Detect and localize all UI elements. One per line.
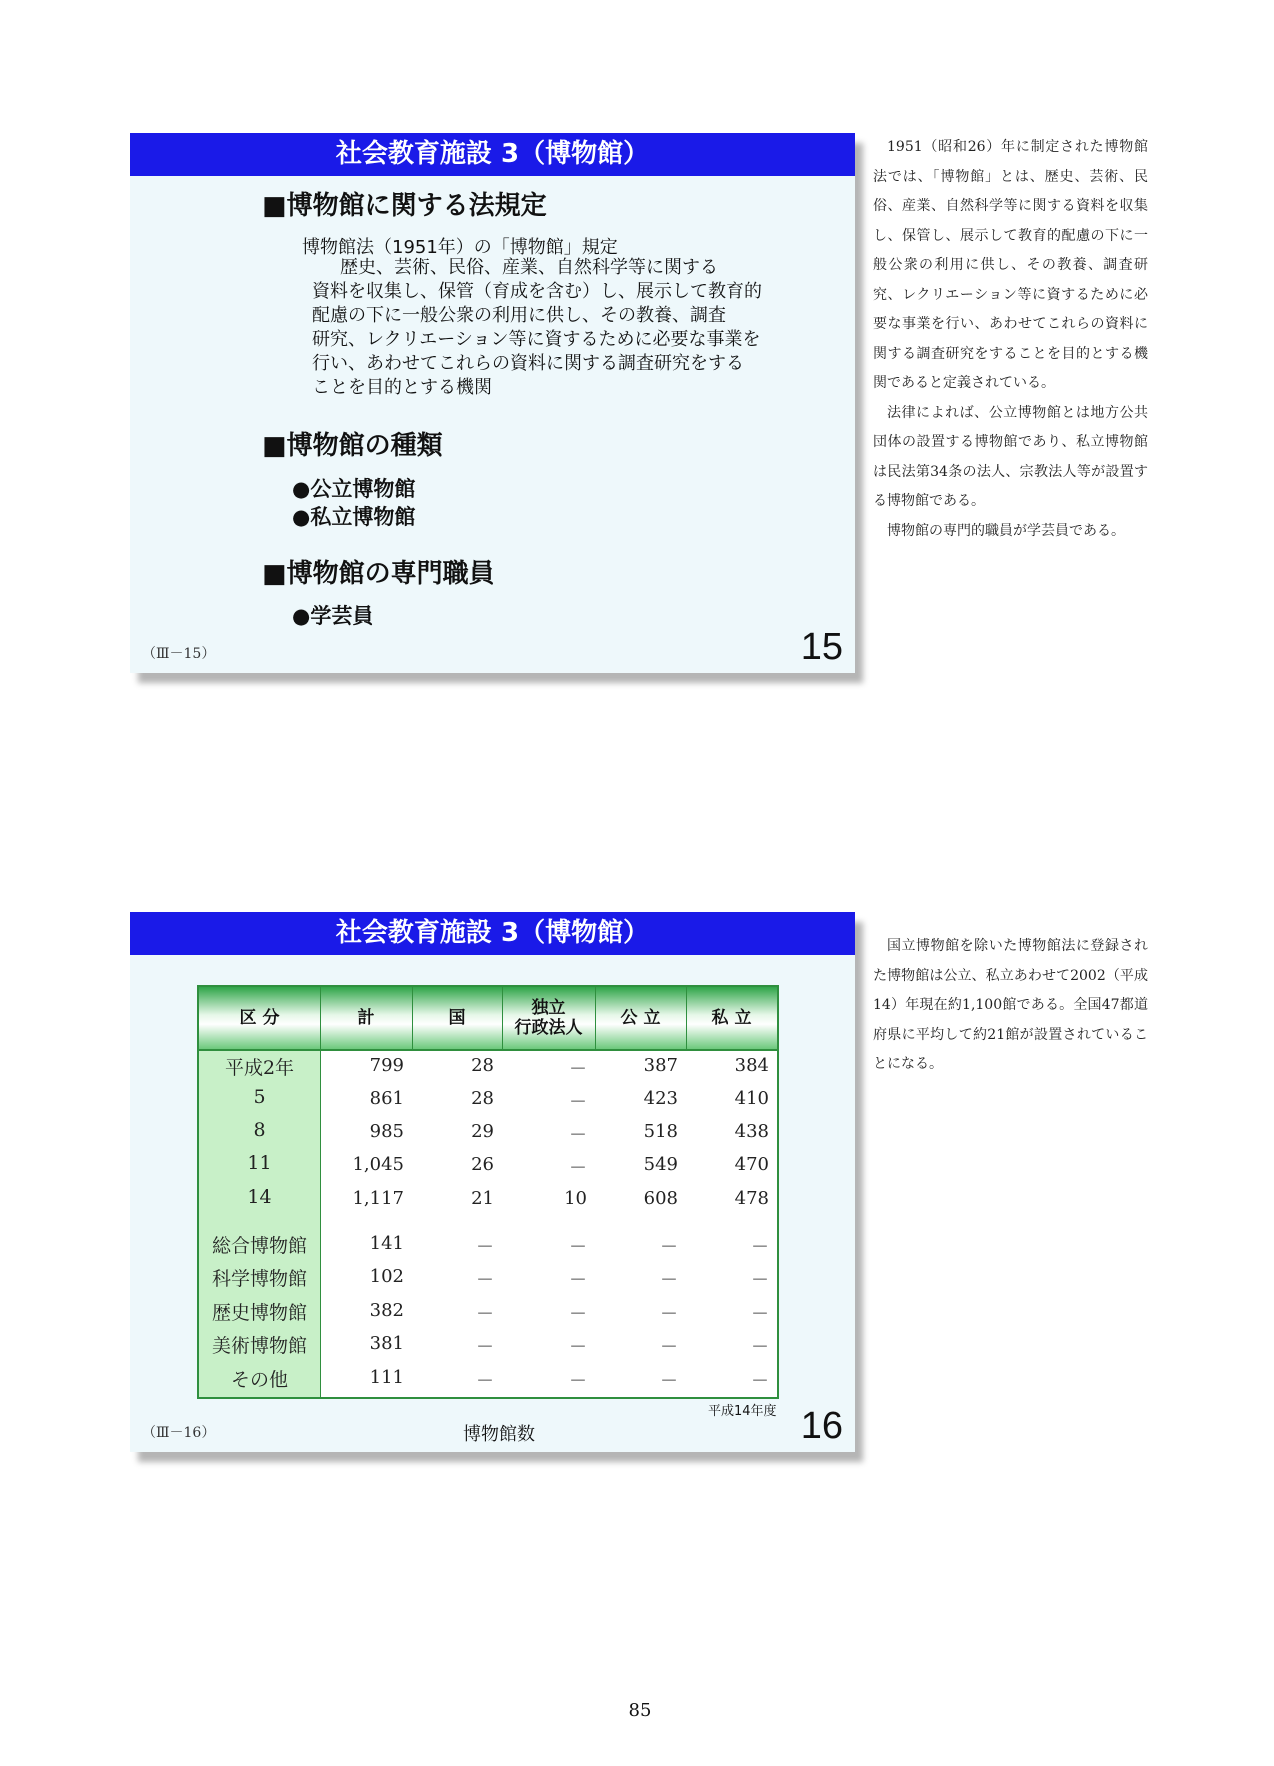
table-cell: 111	[369, 1367, 404, 1388]
header-independent: 独立 行政法人	[514, 998, 583, 1038]
table-cell: －	[569, 1304, 587, 1325]
row-label: 美術博物館	[211, 1335, 307, 1357]
table-cell: －	[751, 1304, 769, 1325]
bullet-private: ●私立博物館	[292, 505, 416, 529]
page-number: 85	[628, 1700, 652, 1721]
table-cell: 861	[369, 1088, 404, 1109]
note-paragraph: 法律によれば、公立博物館とは地方公共団体の設置する博物館であり、私立博物館は民法第34条の法人、宗教法人等が設置する博物館である。	[873, 404, 1148, 509]
law-line: 配慮の下に一般公衆の利用に供し、その教養、調査	[312, 305, 726, 326]
side-note-15	[873, 133, 1148, 546]
table-cell: －	[751, 1337, 769, 1358]
header-public: 公 立	[620, 1008, 661, 1028]
row-label: その他	[230, 1369, 288, 1391]
header-total: 計	[357, 1008, 375, 1028]
header-category: 区 分	[239, 1008, 280, 1028]
law-line: 行い、あわせてこれらの資料に関する調査研究をする	[312, 353, 744, 374]
table-cell: 28	[471, 1088, 494, 1109]
law-line: 歴史、芸術、民俗、産業、自然科学等に関する	[340, 257, 718, 278]
table-cell: 518	[643, 1121, 678, 1142]
row-label: 平成2年	[224, 1057, 295, 1079]
side-note-16	[873, 932, 1148, 1080]
heading-staff: ■博物館の専門職員	[262, 559, 495, 589]
table-cell: －	[660, 1371, 678, 1392]
table-cell: －	[569, 1337, 587, 1358]
table-cell: 102	[369, 1266, 404, 1287]
year-note: 平成14年度	[708, 1404, 777, 1419]
table-cell: －	[660, 1304, 678, 1325]
row-label: 8	[253, 1119, 266, 1141]
table-header	[199, 987, 777, 1051]
table-cell: －	[569, 1371, 587, 1392]
note-paragraph: 国立博物館を除いた博物館法に登録された博物館は公立、私立あわせて2002（平成14）年現在約1,100館である。全国47都道府県に平均して約21館が設置されていることになる。	[873, 938, 1148, 1072]
slide-number: 16	[800, 1405, 843, 1447]
table-cell: －	[476, 1237, 494, 1258]
table-cell: －	[569, 1237, 587, 1258]
heading-types: ■博物館の種類	[262, 431, 443, 461]
table-cell: 470	[734, 1154, 769, 1175]
table-cell: －	[476, 1337, 494, 1358]
law-line: 資料を収集し、保管（育成を含む）し、展示して教育的	[312, 281, 762, 302]
table-cell: －	[569, 1270, 587, 1291]
table-cell: －	[660, 1237, 678, 1258]
row-label: 11	[247, 1152, 272, 1174]
table-cell: －	[660, 1337, 678, 1358]
table-cell: 28	[471, 1055, 494, 1076]
table-cell: －	[476, 1304, 494, 1325]
museum-count-table	[197, 985, 779, 1399]
row-label: 歴史博物館	[211, 1302, 307, 1324]
table-cell: 382	[369, 1300, 404, 1321]
slide-title: 社会教育施設 3（博物館）	[130, 133, 855, 176]
slide-number: 15	[800, 626, 843, 668]
slide-ref: （Ⅲ－16）	[142, 1425, 216, 1441]
table-cell: 29	[471, 1121, 494, 1142]
table-cell: －	[660, 1270, 678, 1291]
header-private: 私 立	[711, 1008, 752, 1028]
row-label: 5	[253, 1086, 266, 1108]
table-cell: 1,045	[352, 1154, 404, 1175]
table-cell: 21	[471, 1188, 494, 1209]
table-cell: －	[751, 1270, 769, 1291]
row-label: 総合博物館	[211, 1235, 307, 1257]
bullet-public: ●公立博物館	[292, 477, 416, 501]
table-cell: －	[751, 1371, 769, 1392]
table-cell: 26	[471, 1154, 494, 1175]
table-cell: 423	[643, 1088, 678, 1109]
law-text	[312, 256, 782, 400]
note-paragraph: 博物館の専門的職員が学芸員である。	[887, 522, 1125, 539]
table-cell: －	[569, 1125, 587, 1146]
table-cell: 799	[369, 1055, 404, 1076]
slide-title: 社会教育施設 3（博物館）	[130, 912, 855, 955]
row-label: 科学博物館	[211, 1268, 307, 1290]
table-cell: 141	[369, 1233, 404, 1254]
table-cell: 384	[734, 1055, 769, 1076]
table-cell: －	[569, 1092, 587, 1113]
law-line: 研究、レクリエーション等に資するために必要な事業を	[312, 329, 761, 350]
table-cell: －	[569, 1158, 587, 1179]
table-cell: －	[476, 1371, 494, 1392]
table-cell: 549	[643, 1154, 678, 1175]
table-cell: 387	[643, 1055, 678, 1076]
table-caption: 博物館数	[463, 1424, 535, 1445]
table-cell: 985	[369, 1121, 404, 1142]
table-cell: 478	[734, 1188, 769, 1209]
table-cell: 608	[643, 1188, 678, 1209]
slide-ref: （Ⅲ－15）	[142, 646, 216, 662]
bullet-curator: ●学芸員	[292, 604, 374, 628]
header-national: 国	[448, 1008, 466, 1028]
table-cell: 410	[734, 1088, 769, 1109]
slide-16	[130, 912, 855, 1452]
law-title: 博物館法（1951年）の「博物館」規定	[302, 237, 618, 258]
heading-law: ■博物館に関する法規定	[262, 191, 547, 221]
law-line: ことを目的とする機関	[312, 377, 492, 398]
table-cell: －	[569, 1059, 587, 1080]
table-cell: 438	[734, 1121, 769, 1142]
table-cell: 10	[564, 1188, 587, 1209]
slide-15	[130, 133, 855, 673]
table-cell: 381	[369, 1333, 404, 1354]
table-cell: －	[751, 1237, 769, 1258]
note-paragraph: 1951（昭和26）年に制定された博物館法では、「博物館」とは、歴史、芸術、民俗、産業、自然科学等に関する資料を収集し、保管し、展示して教育的配慮の下に一般公衆の利用に供し、その教養、調査研究、レクリエーション等に資するために必要な事業を行い、あわせてこれらの資料に関する調査研究をすることを目的とする機関であると定義されている。	[873, 139, 1148, 391]
row-label: 14	[247, 1186, 272, 1208]
table-cell: 1,117	[352, 1188, 404, 1209]
table-cell: －	[476, 1270, 494, 1291]
